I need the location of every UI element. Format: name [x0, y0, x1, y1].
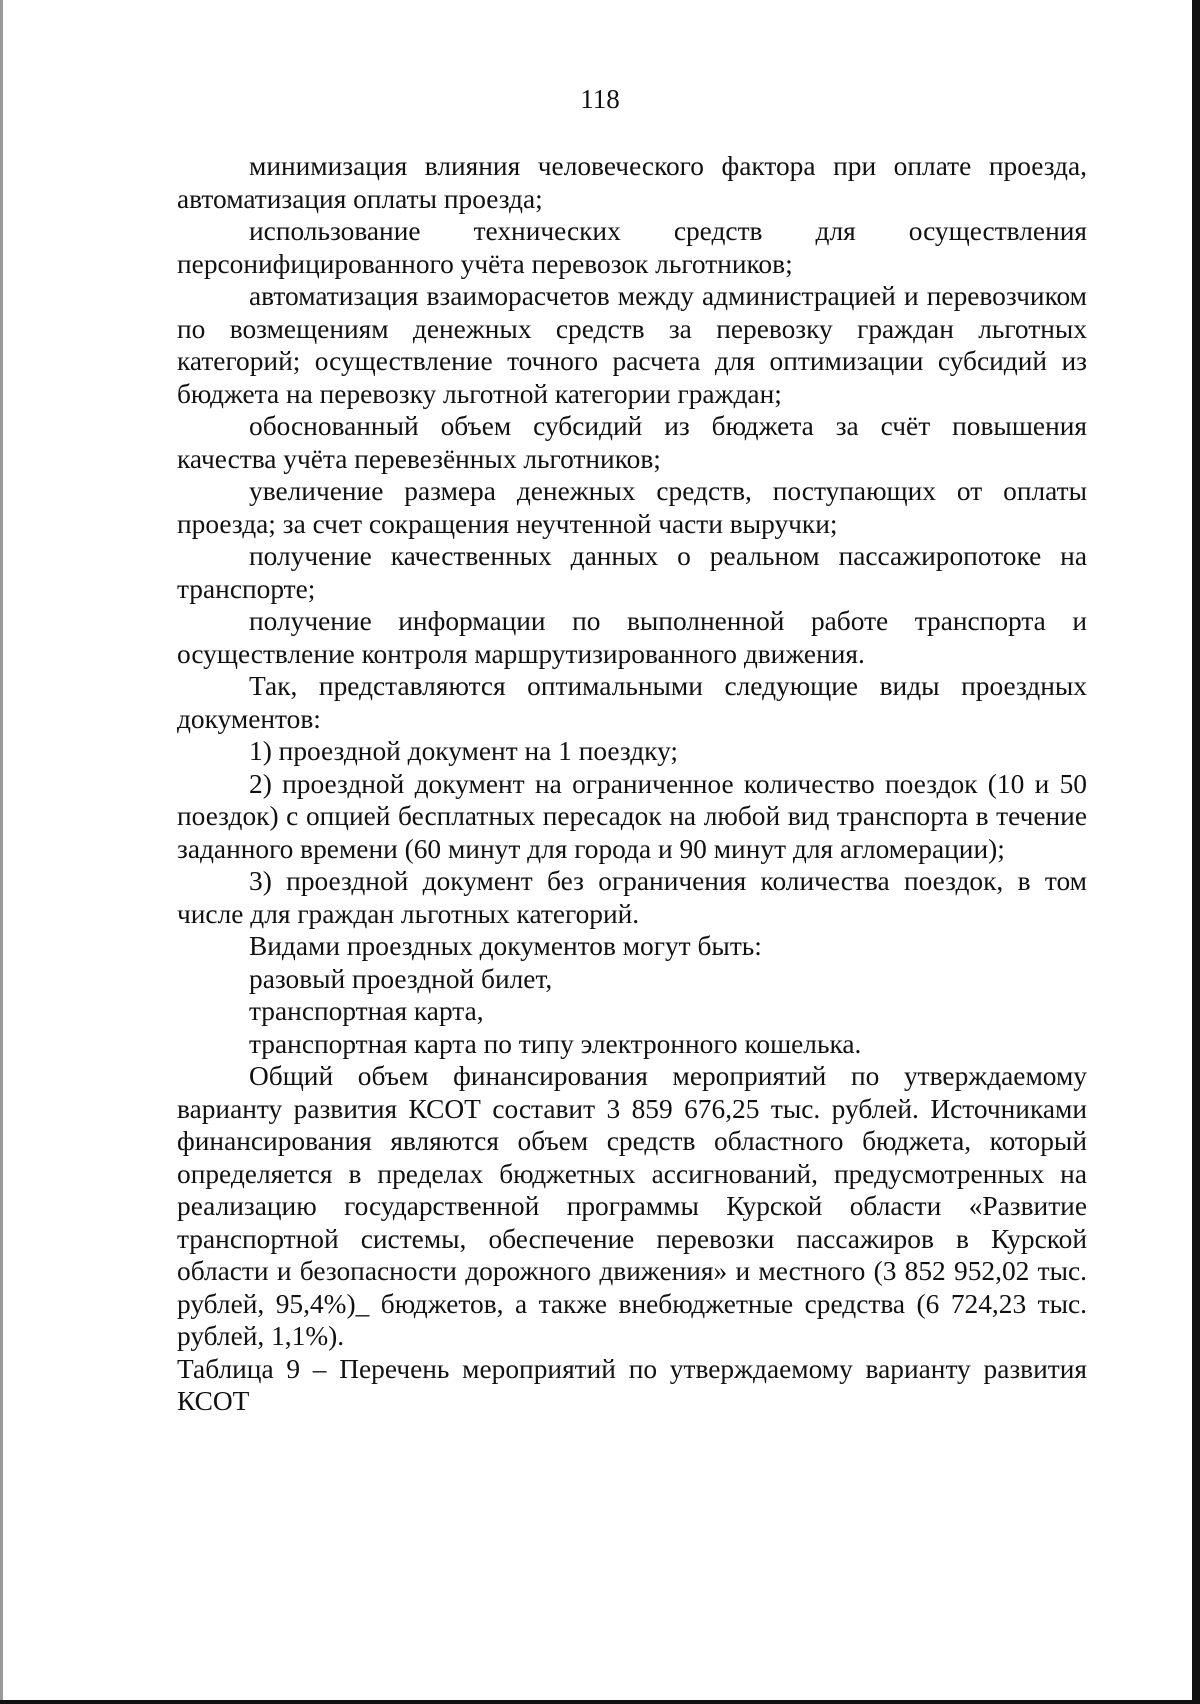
paragraph: минимизация влияния человеческого фактора при оплате проезда, автоматизация оплаты проезда;	[177, 151, 1087, 214]
list-item: 2) проездной документ на ограниченное количество поездок (10 и 50 поездок) с опцией бесплатных пересадок на любой вид транспорта в течение заданного времени (60 минут для города и 90 минут для агломерации);	[177, 768, 1087, 864]
paragraph: получение информации по выполненной работе транспорта и осуществление контроля маршрутизированного движения.	[177, 606, 1087, 669]
paragraph: увеличение размера денежных средств, поступающих от оплаты проезда; за счет сокращения неучтенной части выручки;	[177, 476, 1087, 539]
paragraph: использование технических средств для осуществления персонифицированного учёта перевозок льготников;	[177, 216, 1087, 279]
paragraph: получение качественных данных о реальном пассажиропотоке на транспорте;	[177, 541, 1087, 604]
list-item: транспортная карта,	[249, 996, 484, 1026]
paragraph: Общий объем финансирования мероприятий по утверждаемому варианту развития КСОТ составит 3 859 676,25 тыс. рублей. Источниками финансирования являются объем средств областного бюджета, который определяется в пределах бюджетных ассигнований, предусмотренных на реализацию государственной программы Курской области «Развитие транспортной системы, обеспечение перевозки пассажиров в Курской области и безопасности дорожного движения» и местного (3 852 952,02 тыс. рублей, 95,4%)_ бюджетов, а также внебюджетные средства (6 724,23 тыс. рублей, 1,1%).	[177, 1061, 1087, 1351]
document-body	[177, 150, 1087, 1418]
scan-edge-bottom	[0, 1700, 1200, 1704]
list-item: 1) проездной документ на 1 поездку;	[249, 736, 679, 766]
paragraph: Так, представляются оптимальными следующие виды проездных документов:	[177, 671, 1087, 734]
page-number: 118	[580, 84, 620, 114]
paragraph: Видами проездных документов могут быть:	[249, 931, 762, 961]
paragraph: автоматизация взаиморасчетов между администрацией и перевозчиком по возмещениям денежных средств за перевозку граждан льготных категорий; осуществление точного расчета для оптимизации субсидий из бюджета на перевозку льготной категории граждан;	[177, 281, 1087, 409]
list-item: транспортная карта по типу электронного кошелька.	[249, 1028, 862, 1059]
scan-edge-left	[0, 0, 3, 1704]
list-item: 3) проездной документ без ограничения количества поездок, в том числе для граждан льготных категорий.	[177, 866, 1087, 929]
paragraph: обоснованный объем субсидий из бюджета за счёт повышения качества учёта перевезённых льготников;	[177, 411, 1087, 474]
table-caption: Таблица 9 – Перечень мероприятий по утверждаемому варианту развития КСОТ	[177, 1353, 1087, 1416]
scan-edge-right	[1192, 0, 1200, 1704]
list-item: разовый проездной билет,	[249, 963, 553, 994]
